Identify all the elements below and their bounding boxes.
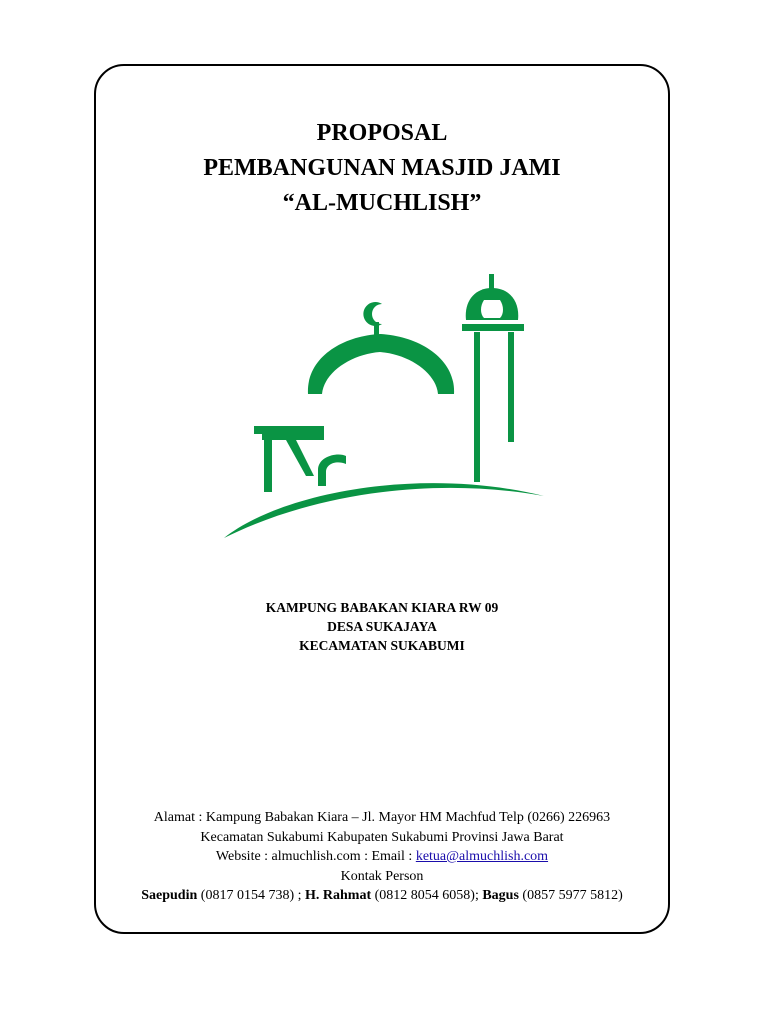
roof-slope — [286, 440, 314, 476]
roof-bar-2 — [262, 434, 324, 440]
person-phone-2: (0812 8054 6058); — [371, 888, 483, 903]
person-phone-1: (0817 0154 738) ; — [197, 888, 305, 903]
mosque-logo-icon — [222, 270, 546, 540]
location-block — [94, 598, 670, 655]
title-line-2: PEMBANGUNAN MASJID JAMI — [203, 155, 561, 181]
person-name-1: Saepudin — [141, 888, 198, 903]
location-line-2: DESA SUKAJAYA — [327, 619, 437, 634]
alamat-line: Alamat : Kampung Babakan Kiara – Jl. Mayor HM Machfud Telp (0266) 226963 — [153, 810, 611, 825]
minaret-shaft-left — [474, 332, 480, 482]
contact-persons-line — [94, 886, 670, 906]
website-text: Website : almuchlish.com : Email : — [215, 849, 416, 864]
door-arch — [318, 455, 346, 486]
website-line — [94, 847, 670, 867]
left-wall — [264, 440, 272, 492]
main-dome — [308, 334, 454, 394]
minaret-cap — [462, 324, 524, 331]
person-name-3: Bagus — [482, 888, 519, 903]
email-link[interactable]: ketua@almuchlish.com — [415, 849, 549, 864]
title-line-3: “AL-MUCHLISH” — [282, 190, 482, 216]
dome-finial — [374, 322, 379, 336]
roof-bar — [254, 426, 324, 434]
title-line-1: PROPOSAL — [316, 120, 448, 146]
kontak-person-label: Kontak Person — [340, 868, 424, 884]
region-line: Kecamatan Sukabumi Kabupaten Sukabumi Provinsi Jawa Barat — [200, 829, 564, 845]
proposal-title — [94, 116, 670, 221]
contact-block — [94, 808, 670, 906]
location-line-1: KAMPUNG BABAKAN KIARA RW 09 — [265, 600, 499, 615]
minaret-shaft-right — [508, 332, 514, 442]
dome-crescent — [363, 302, 382, 326]
person-phone-3: (0857 5977 5812) — [518, 888, 623, 903]
minaret-spire — [489, 274, 494, 290]
location-line-3: KECAMATAN SUKABUMI — [299, 638, 465, 653]
person-name-2: H. Rahmat — [305, 888, 372, 903]
